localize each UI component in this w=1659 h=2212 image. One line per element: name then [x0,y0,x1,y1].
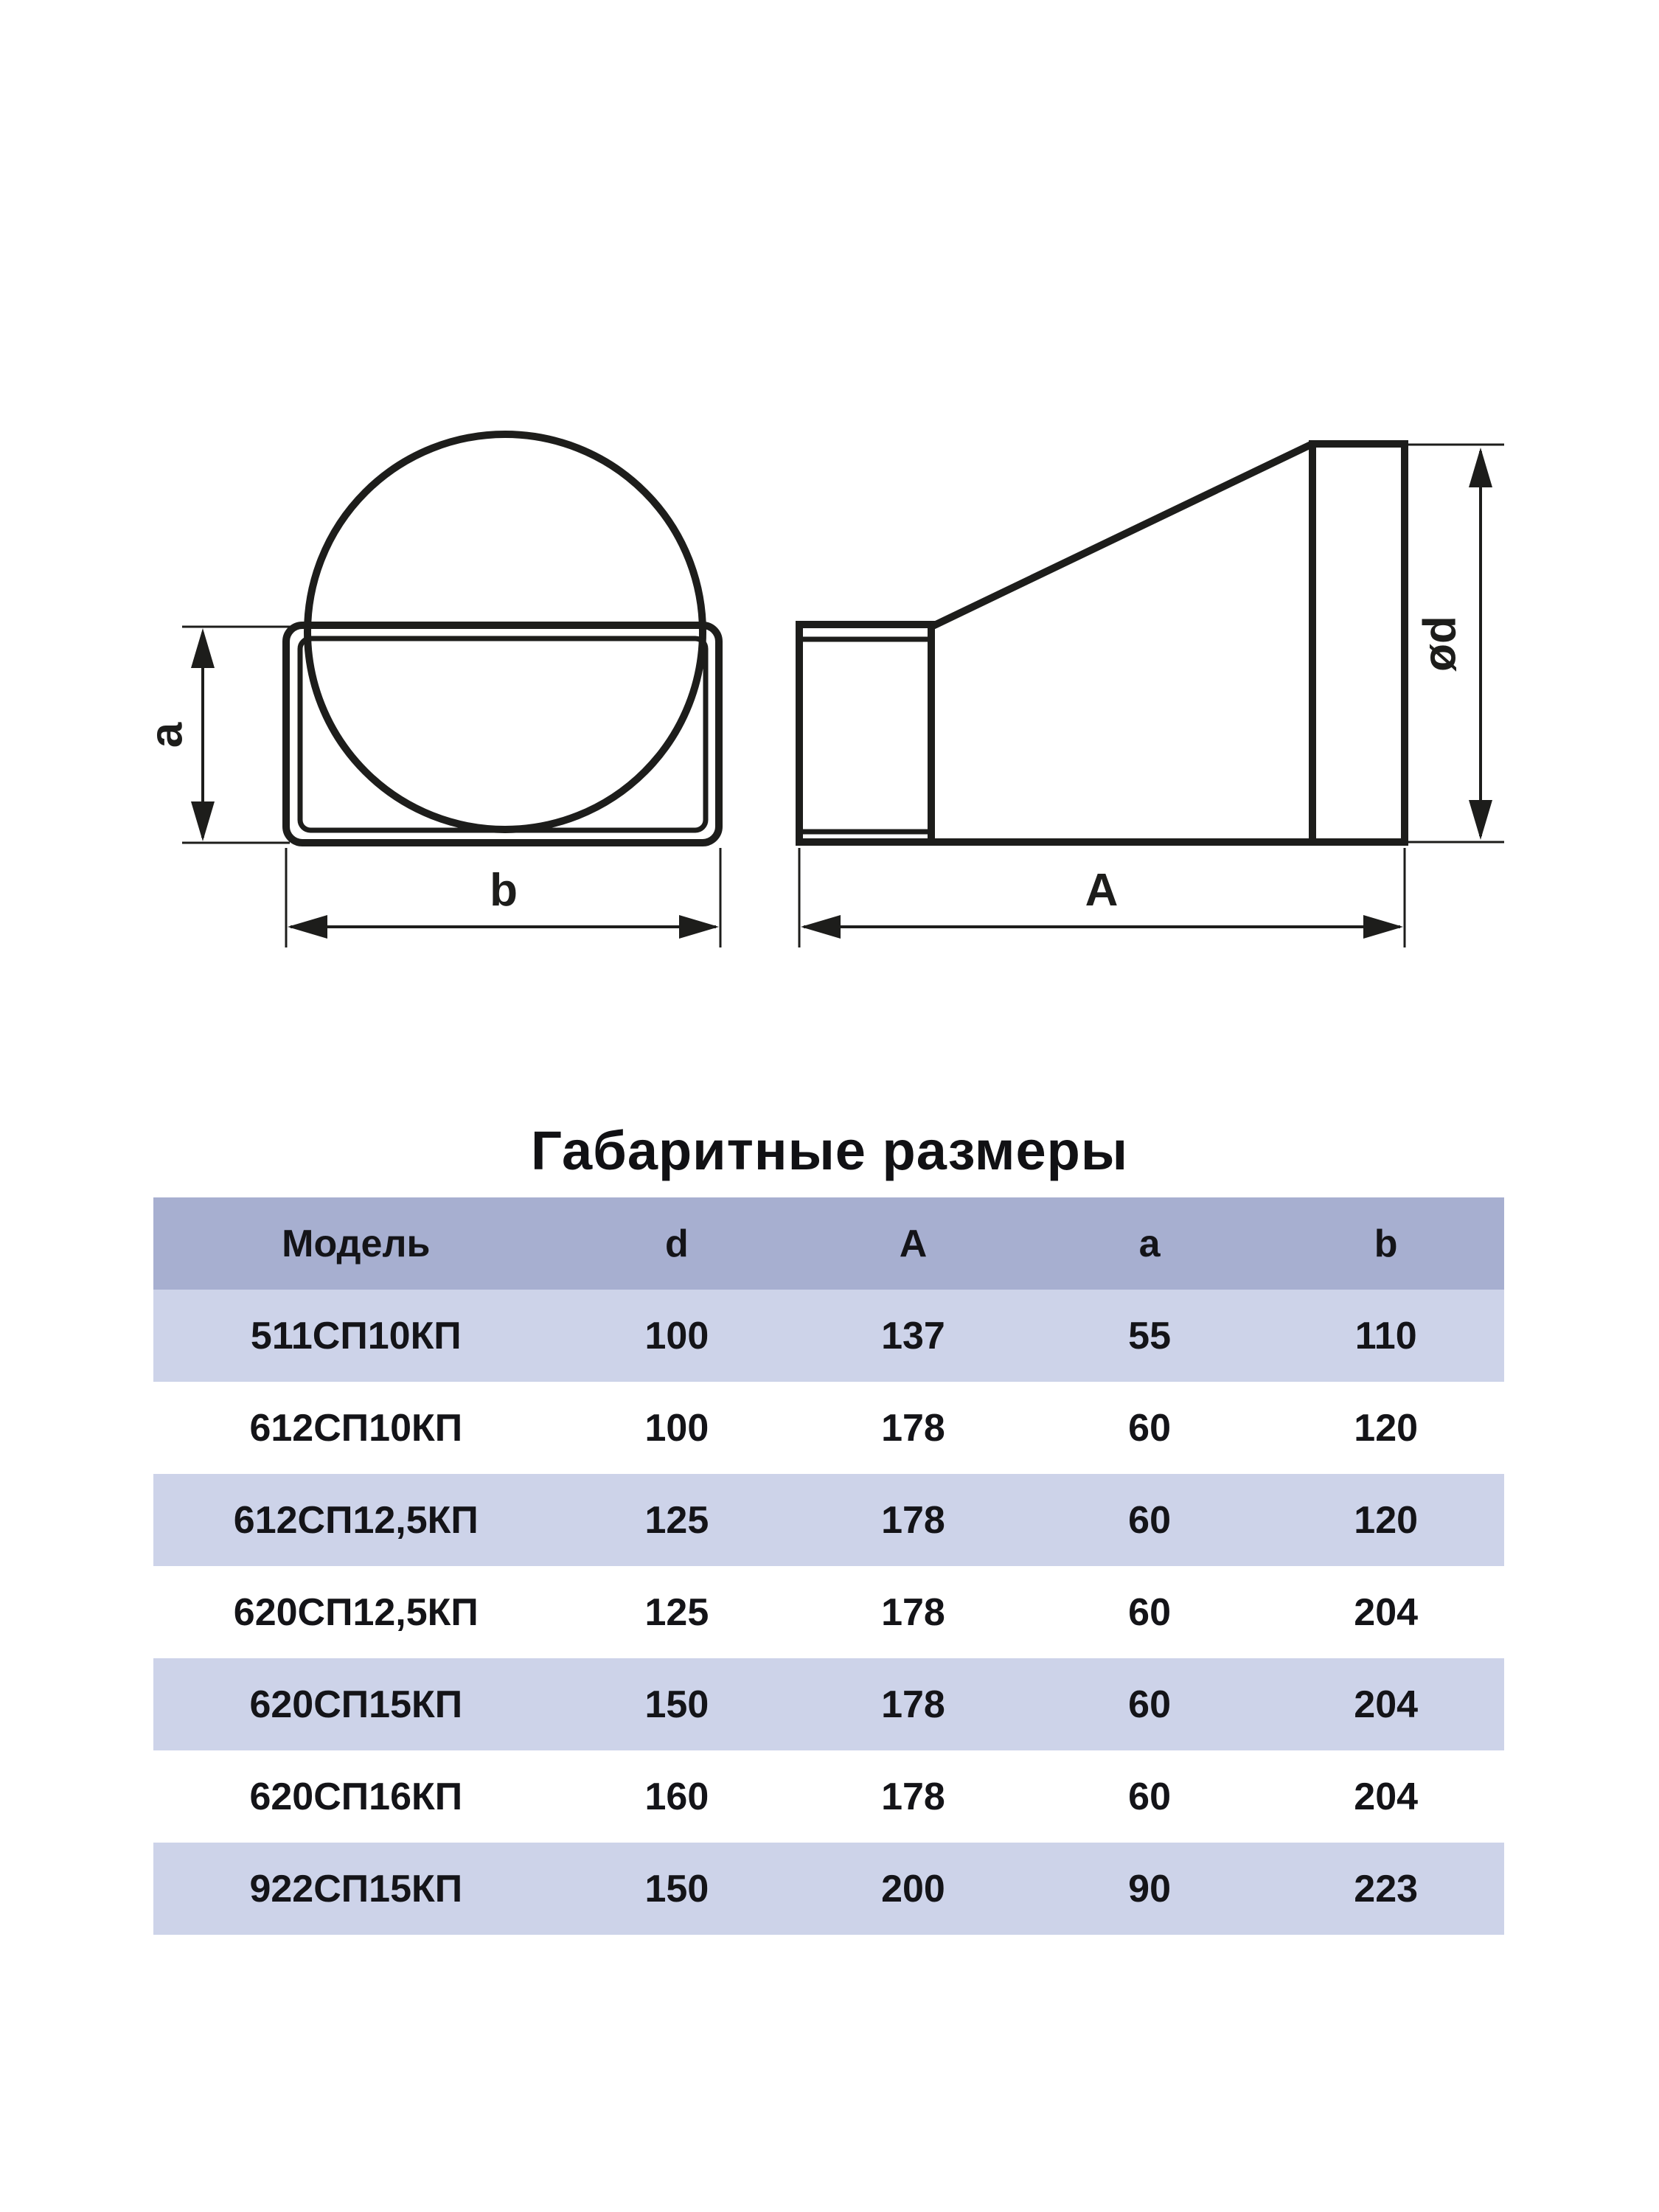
table-row [153,1750,1504,1843]
front-view-flat-duct-outer [286,625,719,843]
table-cell: 120 [1354,1406,1419,1450]
table-cell-model: 620СП12,5КП [233,1590,479,1634]
table-cell: 100 [644,1314,709,1357]
table-cell: 110 [1354,1314,1417,1357]
table-row [153,1658,1504,1750]
table-row [153,1843,1504,1935]
table-cell-model: 620СП16КП [249,1775,463,1818]
table-cell-model: 511СП10КП [250,1314,462,1357]
side-view-flat-end [799,625,931,842]
side-view-slope-line [931,444,1312,627]
table-cell: 204 [1354,1775,1419,1818]
table-cell: 60 [1128,1775,1171,1818]
table-header-cell: b [1374,1222,1398,1265]
table-header-cell: Модель [282,1222,431,1265]
table-cell: 60 [1128,1590,1171,1634]
dimension-drawings [0,0,1659,1069]
table-cell: 125 [644,1590,709,1634]
table-cell: 178 [881,1498,945,1542]
table-cell: 125 [644,1498,709,1542]
dim-b-label: b [490,865,518,916]
table-header-cell: A [899,1222,928,1265]
table-cell: 60 [1128,1498,1171,1542]
table-cell: 178 [881,1406,945,1450]
table-cell: 178 [881,1775,945,1818]
dim-b-arrow-left [288,915,327,939]
table-cell: 204 [1354,1683,1419,1726]
table-cell: 200 [881,1867,945,1910]
front-view-round-duct-outline [307,434,703,830]
table-row [153,1290,1504,1382]
table-row [153,1474,1504,1566]
dim-a-arrow-up [191,628,215,668]
table-cell: 60 [1128,1683,1171,1726]
table-cell: 178 [881,1683,945,1726]
table-cell-model: 612СП12,5КП [233,1498,479,1542]
table-cell-model: 922СП15КП [249,1867,463,1910]
table-cell: 204 [1354,1590,1419,1634]
page-title: Габаритные размеры [530,1120,1129,1181]
dim-A-arrow-right [1363,915,1403,939]
dim-d-arrow-down [1469,800,1492,840]
dim-A-label: A [1085,865,1119,916]
table-cell: 150 [644,1683,709,1726]
table-cell: 223 [1354,1867,1419,1910]
dim-a-label: a [141,722,192,748]
table-cell: 150 [644,1867,709,1910]
table-header-cell: a [1138,1222,1161,1265]
table-cell: 137 [881,1314,945,1357]
table-cell: 90 [1128,1867,1171,1910]
dim-b-arrow-right [679,915,719,939]
table-cell: 178 [881,1590,945,1634]
dim-a-arrow-down [191,801,215,841]
table-cell-model: 620СП15КП [249,1683,463,1726]
table-cell-model: 612СП10КП [249,1406,463,1450]
table-cell: 100 [644,1406,709,1450]
dim-d-label: ød [1414,616,1466,672]
table-header-cell: d [665,1222,689,1265]
table-row [153,1566,1504,1658]
dimensions-table [153,1197,1504,1935]
side-view-round-end [1312,444,1405,842]
front-view-flat-duct-inner [300,639,706,830]
table-cell: 160 [644,1775,709,1818]
table-header-row [153,1197,1504,1290]
table-row [153,1382,1504,1474]
dim-A-arrow-left [801,915,841,939]
table-cell: 55 [1128,1314,1171,1357]
table-cell: 120 [1354,1498,1419,1542]
table-cell: 60 [1128,1406,1171,1450]
dim-d-arrow-up [1469,448,1492,487]
